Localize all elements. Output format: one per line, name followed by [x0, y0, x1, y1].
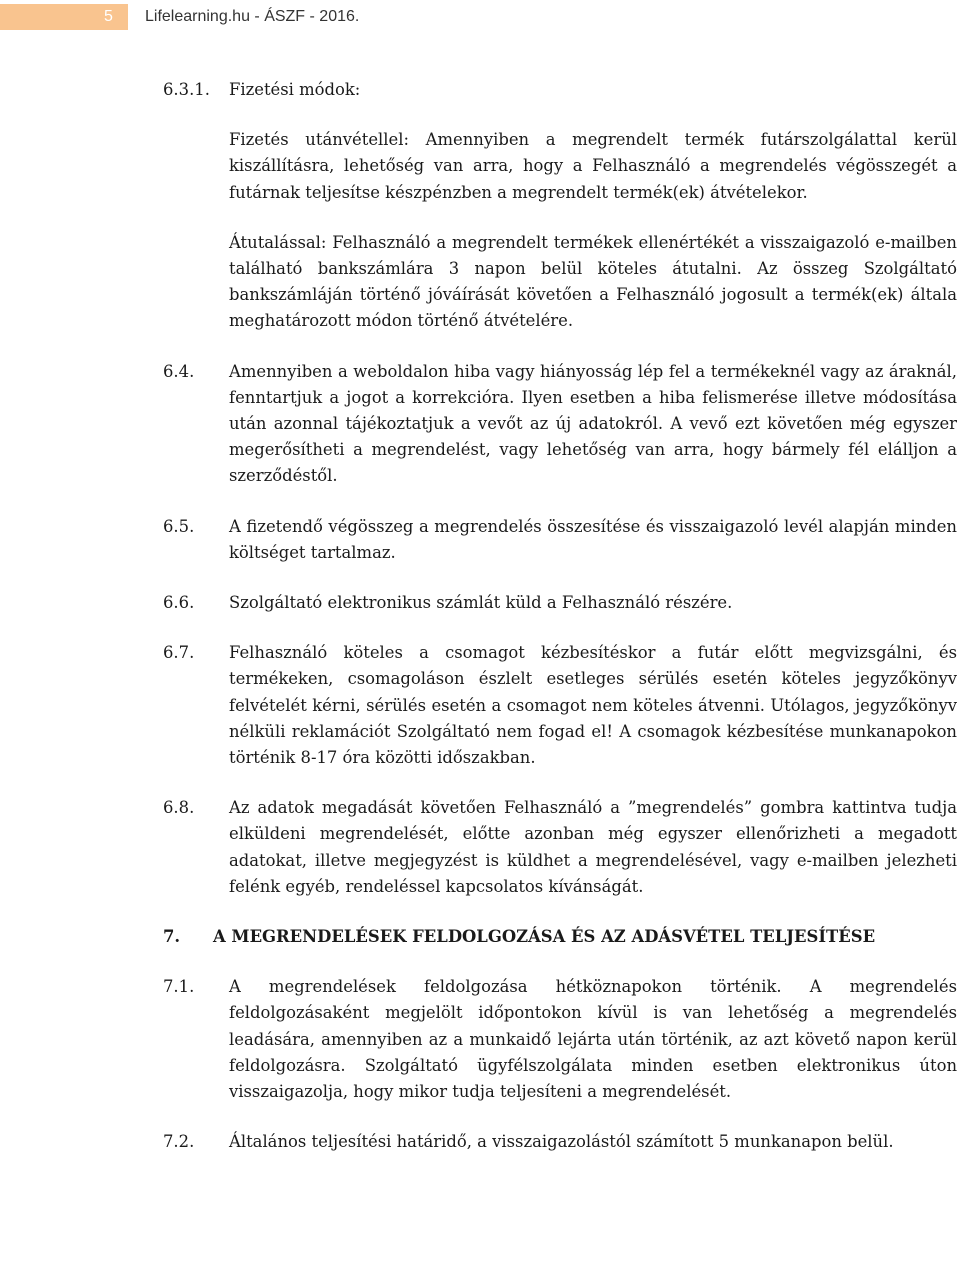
- paragraph-cash-on-delivery: Fizetés utánvétellel: Amennyiben a megrendelt termék futárszolgálattal kerül kiszállításra, lehetőség van arra, hogy a Felhasználó a megrendelés végösszegét a futárnak teljesítse készpénzben a megrendelt termék(ek) átvételekor.: [229, 130, 957, 202]
- section-7-1: [163, 974, 957, 1105]
- section-6-5: [163, 514, 957, 566]
- section-6-3-1-heading: [163, 77, 957, 103]
- section-text: Amennyiben a weboldalon hiba vagy hiányosság lép fel a termékeknél vagy az áraknál, fenntartjuk a jogot a korrekcióra. Ilyen esetben a hiba felismerése illetve módosítása után azonnal tájékoztatjuk a vevőt az új adatokról. A vevő ezt követően még egyszer megerősítheti a megrendelést, vagy lehetőség van arra, hogy bármely fél elálljon a szerződéstől.: [229, 361, 957, 486]
- page-number: 5: [0, 4, 128, 30]
- section-text: Az adatok megadását követően Felhasználó a ”megrendelés” gombra kattintva tudja elküldeni megrendelését, előtte azonban még egyszer ellenőrizheti a megadott adatokat, illetve megjegyzést is küldhet a megrendelésével, vagy e-mailben jelezheti felénk egyéb, rendeléssel kapcsolatos kívánságát.: [229, 798, 957, 896]
- section-text: A fizetendő végösszeg a megrendelés összesítése és visszaigazoló levél alapján minden költséget tartalmaz.: [229, 516, 957, 562]
- section-number: 6.5.: [163, 516, 195, 536]
- section-text: A megrendelések feldolgozása hétköznapokon történik. A megrendelés feldolgozásaként megjelölt időpontokon kívül is van lehetőség a megrendelés leadására, amennyiben az a munkaidő lejárta után történik, az azt követő napon kerül feldolgozásra. Szolgáltató ügyfélszolgálata minden esetben elektronikus úton visszaigazolja, hogy mikor tudja teljesíteni a megrendelését.: [229, 977, 957, 1102]
- section-number: 7.2.: [163, 1132, 195, 1152]
- section-title: A MEGRENDELÉSEK FELDOLGOZÁSA ÉS AZ ADÁSVÉTEL TELJESÍTÉSE: [213, 927, 876, 947]
- section-6-7: [163, 640, 957, 771]
- section-title: Fizetési módok:: [229, 80, 361, 99]
- section-number: 7.1.: [163, 977, 195, 997]
- section-text: Felhasználó köteles a csomagot kézbesítéskor a futár előtt megvizsgálni, és termékeken, csomagoláson észlelt esetleges sérülés esetén köteles jegyzőkönyv felvételét kérni, sérülés esetén a csomagot nem köteles átvenni. Utólagos, jegyzőkönyv nélküli reklamációt Szolgáltató nem fogad el! A csomagok kézbesítése munkanapokon történik 8-17 óra közötti időszakban.: [229, 643, 957, 768]
- header-title: Lifelearning.hu - ÁSZF - 2016.: [145, 8, 360, 25]
- section-text: Általános teljesítési határidő, a visszaigazolástól számított 5 munkanapon belül.: [229, 1132, 894, 1152]
- section-number: 6.8.: [163, 798, 195, 818]
- section-number: 6.6.: [163, 593, 195, 613]
- section-number: 6.4.: [163, 361, 195, 381]
- section-7-2: [163, 1129, 957, 1155]
- document-body: [163, 77, 957, 1180]
- section-7-heading: [163, 924, 957, 950]
- section-6-8: [163, 795, 957, 900]
- section-6-4: [163, 359, 957, 490]
- section-number: 7.: [163, 927, 181, 947]
- section-number: 6.3.1.: [163, 80, 210, 99]
- section-6-6: [163, 590, 957, 616]
- page-header: [0, 4, 960, 30]
- paragraph-bank-transfer: Átutalással: Felhasználó a megrendelt termékek ellenértékét a visszaigazoló e-mailben található bankszámlára 3 napon belül köteles átutalni. Az összeg Szolgáltató bankszámláján történő jóváírását követően a Felhasználó jogosult a termék(ek) általa meghatározott módon történő átvételére.: [229, 232, 957, 331]
- section-number: 6.7.: [163, 643, 195, 663]
- section-text: Szolgáltató elektronikus számlát küld a Felhasználó részére.: [229, 593, 733, 613]
